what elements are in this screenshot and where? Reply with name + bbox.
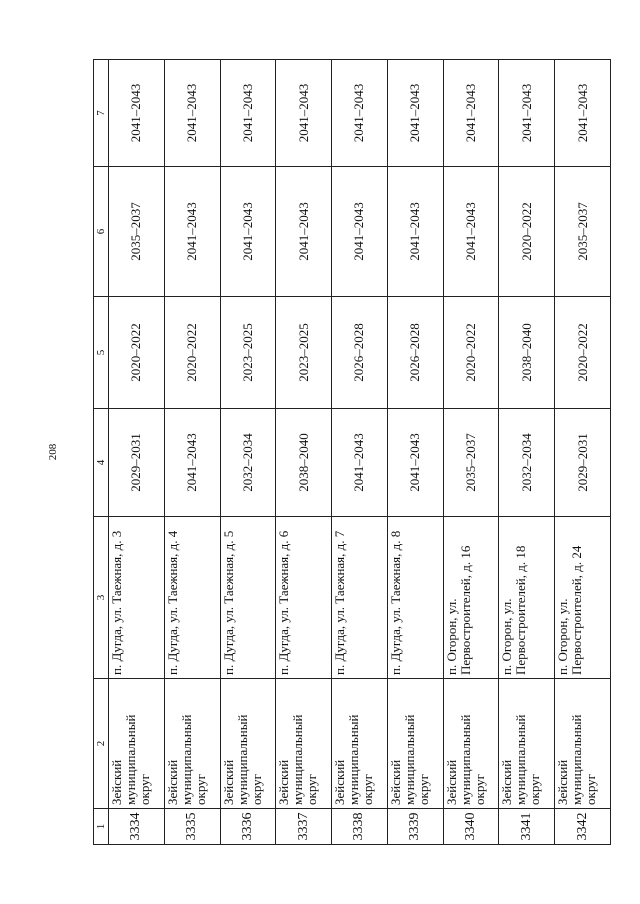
row-number: 3340 (443, 809, 499, 845)
header-cell-3: 3 (94, 517, 109, 679)
period-cell-7: 2041–2043 (109, 60, 165, 167)
period-cell-6: 2041–2043 (443, 167, 499, 297)
period-cell-7: 2041–2043 (332, 60, 388, 167)
period-cell-5: 2023–2025 (276, 297, 332, 409)
header-cell-6: 6 (94, 167, 109, 297)
table-row (164, 60, 220, 845)
header-cell-7: 7 (94, 60, 109, 167)
table-row (332, 60, 388, 845)
row-number: 3339 (387, 809, 443, 845)
header-cell-2: 2 (94, 679, 109, 809)
period-cell-5: 2020–2022 (164, 297, 220, 409)
period-cell-7: 2041–2043 (499, 60, 555, 167)
header-row (94, 60, 109, 845)
address-cell: п. Огорон, ул. Первостроителей, д. 16 (443, 517, 499, 679)
period-cell-5: 2020–2022 (109, 297, 165, 409)
period-cell-7: 2041–2043 (220, 60, 276, 167)
district-cell: Зейский муниципальный округ (109, 679, 165, 809)
row-number: 3335 (164, 809, 220, 845)
period-cell-4: 2035–2037 (443, 409, 499, 517)
period-cell-6: 2020–2022 (499, 167, 555, 297)
period-cell-4: 2029–2031 (109, 409, 165, 517)
table-row (276, 60, 332, 845)
page-number: 208 (47, 443, 59, 461)
period-cell-7: 2041–2043 (276, 60, 332, 167)
period-cell-5: 2020–2022 (443, 297, 499, 409)
period-cell-4: 2041–2043 (387, 409, 443, 517)
row-number: 3337 (276, 809, 332, 845)
table-body (109, 60, 611, 845)
period-cell-4: 2032–2034 (499, 409, 555, 517)
data-table (93, 59, 611, 845)
period-cell-6: 2041–2043 (387, 167, 443, 297)
district-cell: Зейский муниципальный округ (499, 679, 555, 809)
row-number: 3336 (220, 809, 276, 845)
period-cell-6: 2035–2037 (555, 167, 611, 297)
period-cell-7: 2041–2043 (387, 60, 443, 167)
district-cell: Зейский муниципальный округ (164, 679, 220, 809)
table-row (499, 60, 555, 845)
period-cell-7: 2041–2043 (555, 60, 611, 167)
address-cell: п. Дугда, ул. Таежная, д. 6 (276, 517, 332, 679)
address-cell: п. Дугда, ул. Таежная, д. 5 (220, 517, 276, 679)
period-cell-6: 2035–2037 (109, 167, 165, 297)
period-cell-4: 2032–2034 (220, 409, 276, 517)
table-container (93, 60, 611, 845)
table-row (555, 60, 611, 845)
period-cell-5: 2026–2028 (387, 297, 443, 409)
header-cell-4: 4 (94, 409, 109, 517)
period-cell-6: 2041–2043 (276, 167, 332, 297)
period-cell-7: 2041–2043 (164, 60, 220, 167)
period-cell-6: 2041–2043 (332, 167, 388, 297)
period-cell-5: 2026–2028 (332, 297, 388, 409)
address-cell: п. Дугда, ул. Таежная, д. 4 (164, 517, 220, 679)
period-cell-5: 2038–2040 (499, 297, 555, 409)
address-cell: п. Огорон, ул. Первостроителей, д. 18 (499, 517, 555, 679)
period-cell-5: 2020–2022 (555, 297, 611, 409)
district-cell: Зейский муниципальный округ (220, 679, 276, 809)
table-row (443, 60, 499, 845)
row-number: 3334 (109, 809, 165, 845)
district-cell: Зейский муниципальный округ (276, 679, 332, 809)
period-cell-4: 2029–2031 (555, 409, 611, 517)
district-cell: Зейский муниципальный округ (387, 679, 443, 809)
period-cell-7: 2041–2043 (443, 60, 499, 167)
period-cell-4: 2041–2043 (332, 409, 388, 517)
address-cell: п. Дугда, ул. Таежная, д. 3 (109, 517, 165, 679)
district-cell: Зейский муниципальный округ (332, 679, 388, 809)
period-cell-6: 2041–2043 (220, 167, 276, 297)
address-cell: п. Огорон, ул. Первостроителей, д. 24 (555, 517, 611, 679)
row-number: 3342 (555, 809, 611, 845)
table-row (387, 60, 443, 845)
period-cell-4: 2041–2043 (164, 409, 220, 517)
table-row (220, 60, 276, 845)
header-cell-5: 5 (94, 297, 109, 409)
period-cell-6: 2041–2043 (164, 167, 220, 297)
district-cell: Зейский муниципальный округ (443, 679, 499, 809)
period-cell-5: 2023–2025 (220, 297, 276, 409)
period-cell-4: 2038–2040 (276, 409, 332, 517)
address-cell: п. Дугда, ул. Таежная, д. 7 (332, 517, 388, 679)
row-number: 3338 (332, 809, 388, 845)
row-number: 3341 (499, 809, 555, 845)
table-row (109, 60, 165, 845)
address-cell: п. Дугда, ул. Таежная, д. 8 (387, 517, 443, 679)
header-cell-1: 1 (94, 809, 109, 845)
district-cell: Зейский муниципальный округ (555, 679, 611, 809)
